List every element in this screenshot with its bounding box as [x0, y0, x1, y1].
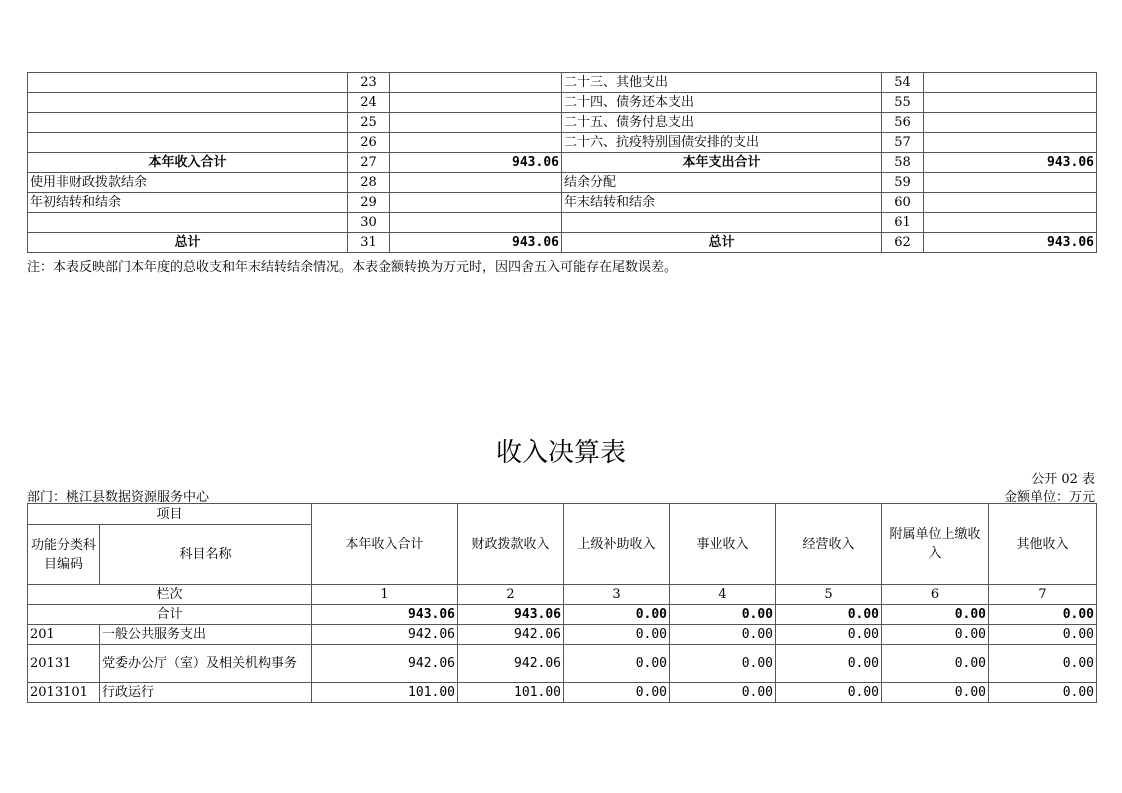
right-label: 结余分配 [562, 173, 882, 193]
total-value: 0.00 [776, 605, 882, 625]
right-label: 二十四、债务还本支出 [562, 93, 882, 113]
right-amount [924, 173, 1097, 193]
amount-cell: 0.00 [989, 683, 1097, 703]
total-value: 0.00 [670, 605, 776, 625]
left-amount [390, 193, 562, 213]
amount-cell: 0.00 [670, 683, 776, 703]
right-label: 二十六、抗疫特别国债安排的支出 [562, 133, 882, 153]
col-index-6: 6 [882, 585, 989, 605]
left-label [28, 113, 348, 133]
col-index-4: 4 [670, 585, 776, 605]
left-row-number: 29 [348, 193, 390, 213]
left-row-number: 24 [348, 93, 390, 113]
income-table [27, 503, 1097, 703]
col-index-row [28, 585, 1097, 605]
right-label: 年末结转和结余 [562, 193, 882, 213]
right-row-number: 61 [882, 213, 924, 233]
left-amount: 943.06 [390, 233, 562, 253]
header-col-1: 本年收入合计 [312, 504, 458, 585]
left-amount: 943.06 [390, 153, 562, 173]
left-row-number: 27 [348, 153, 390, 173]
amount-cell: 0.00 [776, 645, 882, 683]
amount-cell: 0.00 [776, 683, 882, 703]
amount-cell: 0.00 [882, 645, 989, 683]
table-row [28, 683, 1097, 703]
right-label [562, 213, 882, 233]
right-amount: 943.06 [924, 233, 1097, 253]
table-row [28, 193, 1097, 213]
left-label [28, 213, 348, 233]
total-value: 0.00 [882, 605, 989, 625]
left-amount [390, 213, 562, 233]
right-row-number: 54 [882, 73, 924, 93]
amount-cell: 0.00 [989, 645, 1097, 683]
total-row [28, 605, 1097, 625]
page-title: 收入决算表 [495, 438, 626, 468]
subject-code: 20131 [28, 645, 100, 683]
col-index-1: 1 [312, 585, 458, 605]
subject-name: 一般公共服务支出 [100, 625, 312, 645]
right-amount [924, 73, 1097, 93]
right-amount [924, 213, 1097, 233]
amount-cell: 0.00 [776, 625, 882, 645]
right-row-number: 57 [882, 133, 924, 153]
subject-code: 201 [28, 625, 100, 645]
subject-name: 党委办公厅（室）及相关机构事务 [100, 645, 312, 683]
table-code: 公开 02 表 [1031, 472, 1095, 487]
amount-cell: 0.00 [882, 625, 989, 645]
left-amount [390, 73, 562, 93]
unit-label: 金额单位：万元 [1003, 490, 1095, 505]
amount-cell: 0.00 [564, 683, 670, 703]
right-amount [924, 93, 1097, 113]
right-label: 二十三、其他支出 [562, 73, 882, 93]
total-value: 943.06 [312, 605, 458, 625]
right-row-number: 56 [882, 113, 924, 133]
right-label: 总计 [562, 233, 882, 253]
left-amount [390, 93, 562, 113]
table-row [28, 133, 1097, 153]
amount-cell: 942.06 [458, 625, 564, 645]
total-value: 0.00 [989, 605, 1097, 625]
right-amount: 943.06 [924, 153, 1097, 173]
left-label: 年初结转和结余 [28, 193, 348, 213]
col-index-3: 3 [564, 585, 670, 605]
right-amount [924, 113, 1097, 133]
left-row-number: 25 [348, 113, 390, 133]
amount-cell: 101.00 [458, 683, 564, 703]
header-col-6: 附属单位上缴收入 [882, 504, 989, 585]
left-label: 本年收入合计 [28, 153, 348, 173]
left-label [28, 73, 348, 93]
total-value: 943.06 [458, 605, 564, 625]
amount-cell: 0.00 [670, 645, 776, 683]
right-row-number: 59 [882, 173, 924, 193]
amount-cell: 0.00 [989, 625, 1097, 645]
left-label: 使用非财政拨款结余 [28, 173, 348, 193]
right-label: 二十五、债务付息支出 [562, 113, 882, 133]
table-row [28, 73, 1097, 93]
table-row [28, 173, 1097, 193]
left-row-number: 23 [348, 73, 390, 93]
amount-cell: 942.06 [458, 645, 564, 683]
amount-cell: 942.06 [312, 645, 458, 683]
subject-code: 2013101 [28, 683, 100, 703]
left-row-number: 26 [348, 133, 390, 153]
table-row [28, 233, 1097, 253]
left-label [28, 93, 348, 113]
header-func-code: 功能分类科目编码 [28, 525, 100, 585]
subject-name: 行政运行 [100, 683, 312, 703]
left-row-number: 30 [348, 213, 390, 233]
total-value: 0.00 [564, 605, 670, 625]
header-subject-name: 科目名称 [100, 525, 312, 585]
header-col-2: 财政拨款收入 [458, 504, 564, 585]
left-amount [390, 173, 562, 193]
header-col-5: 经营收入 [776, 504, 882, 585]
header-col-3: 上级补助收入 [564, 504, 670, 585]
col-index-2: 2 [458, 585, 564, 605]
right-row-number: 55 [882, 93, 924, 113]
summary-table [27, 72, 1097, 253]
right-row-number: 60 [882, 193, 924, 213]
right-amount [924, 133, 1097, 153]
header-col-7: 其他收入 [989, 504, 1097, 585]
col-index-5: 5 [776, 585, 882, 605]
table-row [28, 213, 1097, 233]
table-row [28, 645, 1097, 683]
table-row [28, 113, 1097, 133]
amount-cell: 0.00 [670, 625, 776, 645]
table-row [28, 625, 1097, 645]
right-amount [924, 193, 1097, 213]
amount-cell: 101.00 [312, 683, 458, 703]
amount-cell: 942.06 [312, 625, 458, 645]
total-label: 合计 [28, 605, 312, 625]
col-index-7: 7 [989, 585, 1097, 605]
right-row-number: 62 [882, 233, 924, 253]
header-col-4: 事业收入 [670, 504, 776, 585]
table-note: 注：本表反映部门本年度的总收支和年末结转结余情况。本表金额转换为万元时，因四舍五入可能存在尾数误差。 [27, 260, 678, 275]
right-row-number: 58 [882, 153, 924, 173]
amount-cell: 0.00 [882, 683, 989, 703]
right-label: 本年支出合计 [562, 153, 882, 173]
amount-cell: 0.00 [564, 645, 670, 683]
header-item: 项目 [28, 504, 312, 525]
col-index-label: 栏次 [28, 585, 312, 605]
left-amount [390, 133, 562, 153]
left-label [28, 133, 348, 153]
left-label: 总计 [28, 233, 348, 253]
table-row [28, 153, 1097, 173]
table-row [28, 93, 1097, 113]
left-amount [390, 113, 562, 133]
department-label: 部门：桃江县数据资源服务中心 [27, 490, 210, 505]
left-row-number: 31 [348, 233, 390, 253]
left-row-number: 28 [348, 173, 390, 193]
amount-cell: 0.00 [564, 625, 670, 645]
